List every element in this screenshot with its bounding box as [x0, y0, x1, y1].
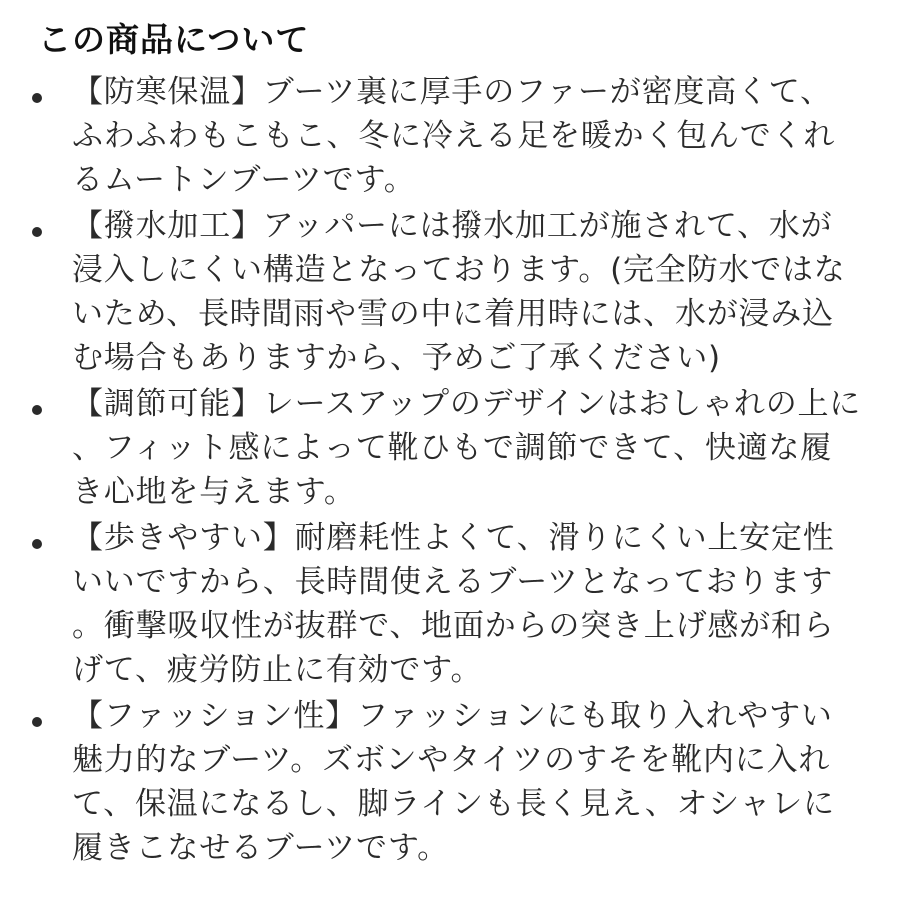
feature-text: 【歩きやすい】耐磨耗性よくて、滑りにくい上安定性いいですから、長時間使えるブーツとなっております。衝撃吸収性が抜群で、地面からの突き上げ感が和らげて、疲労防止に有効です。	[72, 520, 835, 688]
feature-text: 【ファッション性】ファッションにも取り入れやすい魅力的なブーツ。ズボンやタイツのすそを靴内に入れて、保温になるし、脚ラインも長く見え、オシャレに履きこなせるブーツです。	[72, 698, 835, 866]
list-item	[0, 516, 900, 692]
feature-text: 【調節可能】レースアップのデザインはおしゃれの上に、フィット感によって靴ひもで調節できて、快適な履き心地を与えます。	[72, 386, 862, 510]
bullet-icon	[32, 227, 42, 237]
feature-text: 【撥水加工】アッパーには撥水加工が施されて、水が浸入しにくい構造となっております。(完全防水ではないため、長時間雨や雪の中に着用時には、水が浸み込む場合もありますから、予めご了承ください)	[72, 208, 846, 376]
bullet-icon	[32, 93, 42, 103]
list-item	[0, 204, 900, 380]
list-item	[0, 70, 900, 202]
list-item	[0, 694, 900, 870]
feature-list	[0, 70, 900, 872]
bullet-icon	[32, 539, 42, 549]
list-item	[0, 382, 900, 514]
bullet-icon	[32, 405, 42, 415]
bullet-icon	[32, 717, 42, 727]
page-title: この商品について	[38, 20, 310, 59]
feature-text: 【防寒保温】ブーツ裏に厚手のファーが密度高くて、ふわふわもこもこ、冬に冷える足を暖かく包んでくれるムートンブーツです。	[72, 74, 836, 198]
